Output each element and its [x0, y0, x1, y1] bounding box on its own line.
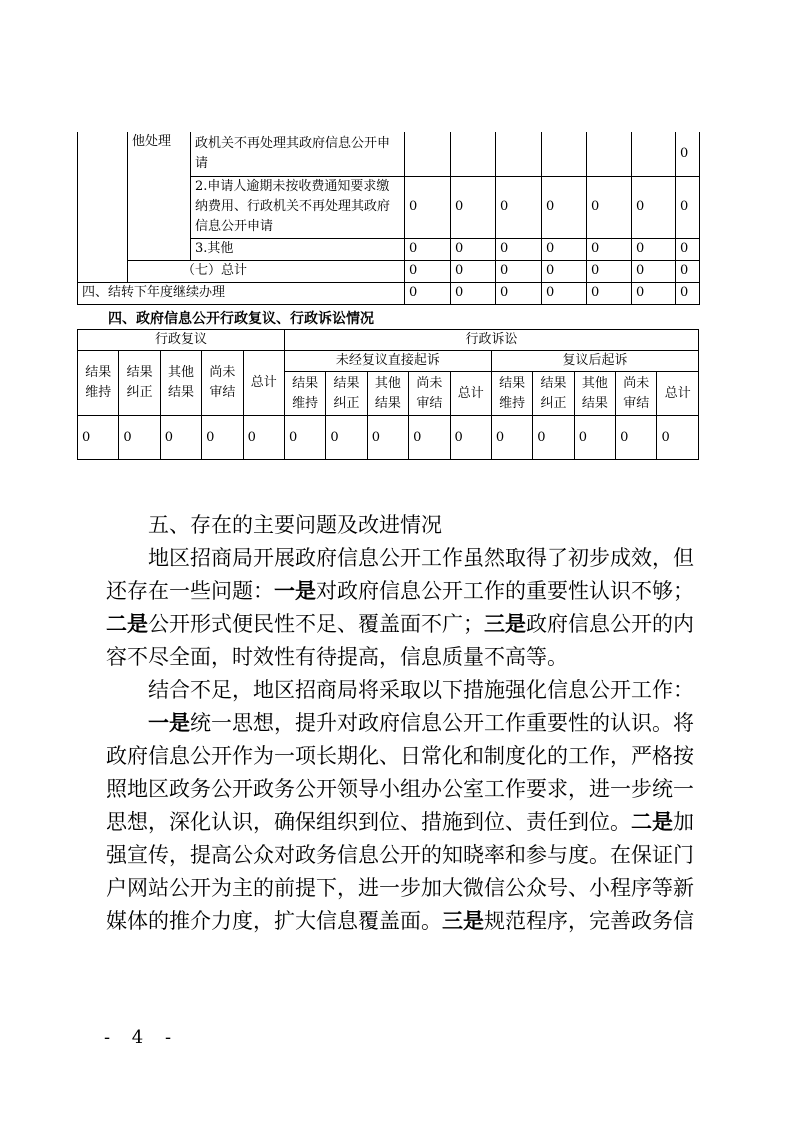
- bold-text: 一是: [148, 711, 190, 735]
- column-header: 尚未审结: [202, 351, 243, 416]
- cell-value: 0: [657, 416, 699, 460]
- cell-value: 0: [326, 416, 367, 460]
- section-5-body: [106, 509, 694, 938]
- row-desc: 3.其他: [191, 238, 405, 260]
- review-litigation-table: [77, 329, 699, 460]
- paragraph-2: 结合不足，地区招商局将采取以下措施强化信息公开工作：: [148, 678, 694, 702]
- cell-value: 0: [542, 176, 587, 238]
- cell-value: 0: [632, 282, 676, 304]
- text-span: 统一思想，提升对政府信息公开工作重要性的认识。将政府信息公开作为一项长期化、日常化和制度化的工作，严格按照地区政务公开政务公开领导小组办公室工作要求，进一步统一思想，深化认识，确保组织到位、措施到位、责任到位。: [106, 711, 694, 834]
- application-handling-table: [77, 132, 700, 305]
- column-header: 总计: [450, 372, 491, 416]
- cell-value: 0: [405, 176, 451, 238]
- column-header: 结果维持: [284, 372, 325, 416]
- cell-value: 0: [409, 416, 450, 460]
- header-litigation: 行政诉讼: [284, 330, 698, 351]
- text-span: 政府信息公开的内容不尽全面，时效性有待提高，信息质量不高等。: [106, 612, 694, 669]
- header-review: 行政复议: [78, 330, 285, 351]
- row-label: （七）总计: [128, 260, 405, 282]
- text-span: 规范程序，完善政务信: [484, 909, 694, 933]
- cell-value: 0: [367, 416, 408, 460]
- column-header: 结果维持: [491, 372, 532, 416]
- column-header: 其他结果: [574, 372, 615, 416]
- column-header: 其他结果: [160, 351, 201, 416]
- column-header: 结果维持: [78, 351, 119, 416]
- text-span: 公开形式便民性不足、覆盖面不广；: [148, 612, 484, 636]
- page-number: - 4 -: [104, 1027, 180, 1048]
- cell-value: 0: [587, 176, 632, 238]
- cell-value: 0: [496, 176, 542, 238]
- bold-text: 三是: [442, 909, 484, 933]
- table-row: [78, 351, 699, 372]
- cell-value: 0: [78, 416, 119, 460]
- cell-value: 0: [676, 176, 700, 238]
- header-direct: 未经复议直接起诉: [284, 351, 491, 372]
- cell-value: 0: [616, 416, 657, 460]
- cell-value: 0: [119, 416, 160, 460]
- text-span: 加强宣传，提高公众对政务信息公开的知晓率和参与度。在保证门户网站公开为主的前提下，进一步加大微信公众号、小程序等新媒体的推介力度，扩大信息覆盖面。: [106, 810, 694, 933]
- cell-value: 0: [676, 260, 700, 282]
- cell-value: 0: [243, 416, 284, 460]
- cell-value: 0: [405, 260, 451, 282]
- table-row: [78, 282, 700, 304]
- bold-text: 一是: [274, 579, 316, 603]
- paragraph-3: [106, 707, 694, 938]
- row-desc: 政机关不再处理其政府信息公开申请: [191, 132, 405, 176]
- cell-value: 0: [451, 238, 496, 260]
- table-row: [78, 330, 699, 351]
- cell-value: 0: [676, 282, 700, 304]
- section-title: 五、存在的主要问题及改进情况: [148, 513, 442, 537]
- row-desc: 2.申请人逾期未按收费通知要求缴纳费用、行政机关不再处理其政府信息公开申请: [191, 176, 405, 238]
- cell-value: 0: [632, 260, 676, 282]
- row-group-label: 他处理: [128, 132, 191, 260]
- row-label: 四、结转下年度继续办理: [78, 282, 405, 304]
- paragraph-1: [106, 542, 694, 674]
- header-after: 复议后起诉: [491, 351, 698, 372]
- cell-value: 0: [202, 416, 243, 460]
- cell-value: 0: [632, 238, 676, 260]
- cell-value: 0: [451, 260, 496, 282]
- cell-value: 0: [496, 260, 542, 282]
- section-title: 四、政府信息公开行政复议、行政诉讼情况: [108, 311, 374, 327]
- cell-value: 0: [587, 260, 632, 282]
- column-header: 结果纠正: [119, 351, 160, 416]
- cell-value: 0: [491, 416, 532, 460]
- column-header: 总计: [243, 351, 284, 416]
- bold-text: 三是: [484, 612, 526, 636]
- text-span: 对政府信息公开工作的重要性认识不够；: [316, 579, 694, 603]
- cell-value: 0: [632, 176, 676, 238]
- cell-value: 0: [496, 238, 542, 260]
- column-header: 其他结果: [367, 372, 408, 416]
- column-header: 结果纠正: [533, 372, 574, 416]
- cell-value: 0: [542, 282, 587, 304]
- cell-value: 0: [160, 416, 201, 460]
- bold-text: 二是: [106, 612, 148, 636]
- cell-value: 0: [405, 282, 451, 304]
- cell-value: 0: [587, 282, 632, 304]
- column-header: 结果纠正: [326, 372, 367, 416]
- cell-value: 0: [284, 416, 325, 460]
- text-span: 地区招商局开展政府信息公开工作虽然取得了初步成效，但还存在一些问题：: [106, 546, 694, 603]
- cell-value: 0: [676, 238, 700, 260]
- bold-text: 二是: [631, 810, 673, 834]
- cell-value: 0: [542, 260, 587, 282]
- table-row: [78, 260, 700, 282]
- cell-value: 0: [451, 282, 496, 304]
- cell-value: 0: [450, 416, 491, 460]
- column-header: 尚未审结: [409, 372, 450, 416]
- cell-value: 0: [542, 238, 587, 260]
- cell-value: 0: [405, 238, 451, 260]
- column-header: 总计: [657, 372, 699, 416]
- cell-value: 0: [533, 416, 574, 460]
- table-row: [78, 132, 700, 176]
- cell-value: 0: [451, 176, 496, 238]
- cell-value: 0: [587, 238, 632, 260]
- column-header: 尚未审结: [616, 372, 657, 416]
- cell-value: 0: [676, 132, 700, 176]
- table-row: [78, 416, 699, 460]
- cell-value: 0: [496, 282, 542, 304]
- cell-value: 0: [574, 416, 615, 460]
